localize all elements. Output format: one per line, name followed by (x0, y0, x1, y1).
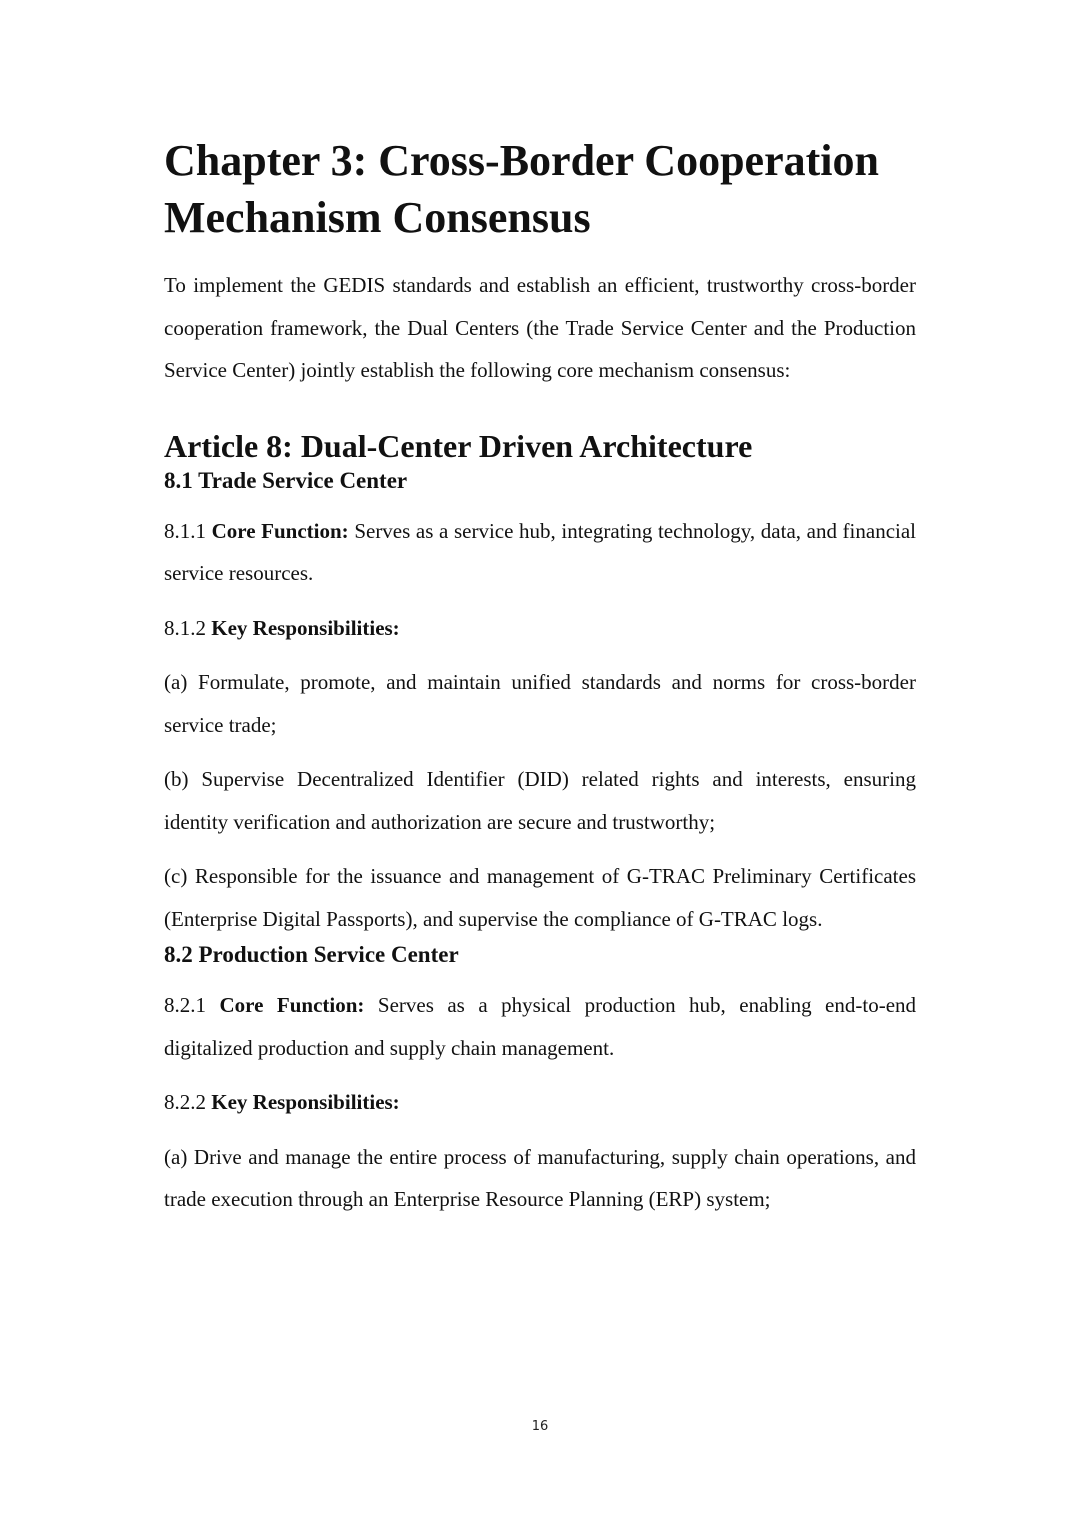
chapter-title-line-2: Mechanism Consensus (164, 193, 591, 242)
section-8-2-core-function (164, 984, 916, 1069)
clause-label: Key Responsibilities: (211, 615, 400, 640)
article-title: Article 8: Dual-Center Driven Architecture (164, 427, 753, 464)
clause-number: 8.1.1 (164, 518, 206, 543)
clause-text: Serves as a service hub, integrating technology, data, and financial service resources. (164, 518, 917, 585)
page-content (164, 132, 916, 1221)
chapter-title-line-1: Chapter 3: Cross-Border Cooperation (164, 136, 879, 185)
clause-label: Key Responsibilities: (211, 1090, 400, 1114)
responsibility-item-a: (a) Drive and manage the entire process of manufacturing, supply chain operations, and trade execution through an Enterprise Resource Planning (ERP) system; (164, 1144, 916, 1211)
clause-number: 8.1.2 (164, 615, 206, 640)
responsibility-item-b: (b) Supervise Decentralized Identifier (DID) related rights and interests, ensuring identity verification and authorization are secure and trustworthy; (164, 767, 916, 834)
clause-label: Core Function: (219, 993, 365, 1017)
chapter-title (164, 132, 916, 246)
page-number: 16 (531, 1419, 549, 1434)
section-8-1-core-function (164, 510, 916, 595)
clause-label: Core Function: (211, 518, 349, 543)
chapter-intro-paragraph: To implement the GEDIS standards and establish an efficient, trustworthy cross-border cooperation framework, the Dual Centers (the Trade Service Center and the Production Service Center) jointly establish the following core mechanism consensus: (164, 273, 916, 382)
section-8-2-title: 8.2 Production Service Center (164, 942, 459, 967)
clause-text: Serves as a physical production hub, enabling end-to-end digitalized production and supply chain management. (164, 993, 917, 1060)
responsibility-item-a: (a) Formulate, promote, and maintain unified standards and norms for cross-border service trade; (164, 670, 916, 737)
responsibility-item-c: (c) Responsible for the issuance and management of G-TRAC Preliminary Certificates (Enterprise Digital Passports), and supervise the compliance of G-TRAC logs. (164, 864, 916, 931)
section-8-1-responsibilities-heading (164, 607, 916, 650)
section-8-1-title: 8.1 Trade Service Center (164, 467, 408, 493)
section-8-2-responsibilities-heading (164, 1081, 916, 1124)
clause-number: 8.2.1 (164, 993, 206, 1017)
clause-number: 8.2.2 (164, 1090, 206, 1114)
